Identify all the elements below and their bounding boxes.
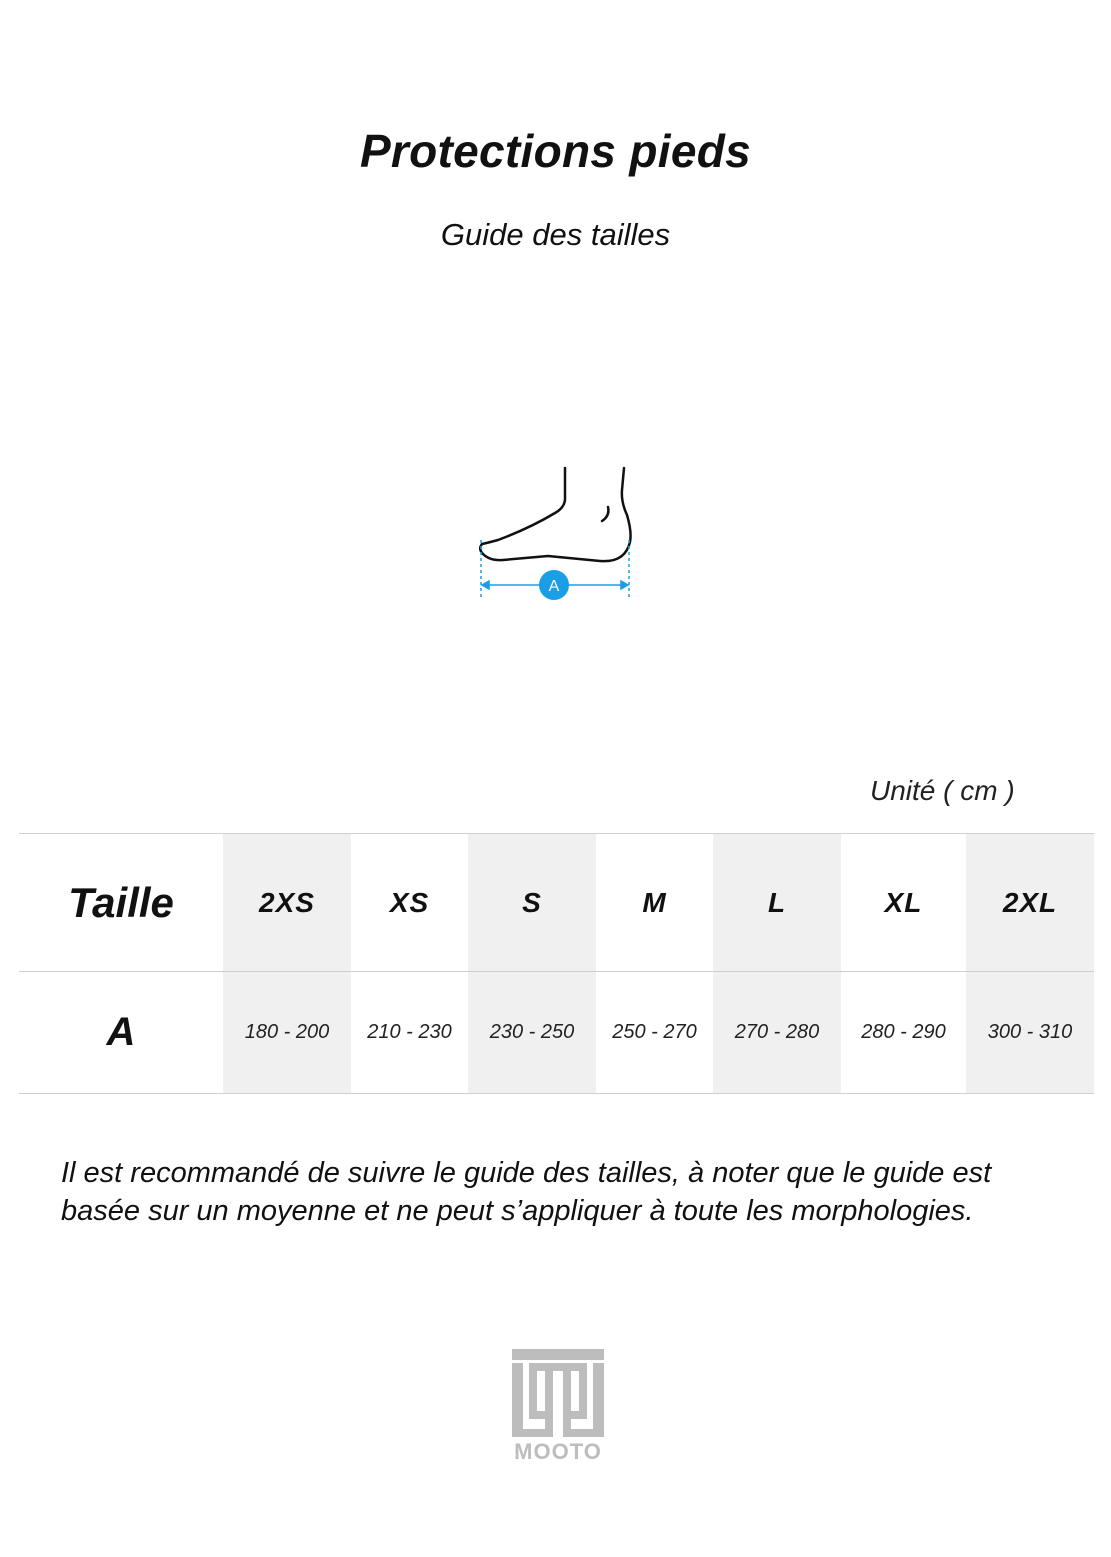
size-table <box>19 833 1094 1094</box>
size-header-label: Taille <box>19 834 223 972</box>
note-line-1: Il est recommandé de suivre le guide des tailles, à noter que le guide est <box>61 1157 992 1189</box>
measure-a-row <box>19 972 1094 1094</box>
size-l: L <box>713 834 841 972</box>
value-s: 230 - 250 <box>468 972 596 1094</box>
size-2xl: 2XL <box>966 834 1094 972</box>
unit-label: Unité ( cm ) <box>870 775 1015 806</box>
size-s: S <box>468 834 596 972</box>
mooto-logo-text: MOOTO <box>514 1439 602 1464</box>
value-2xs: 180 - 200 <box>223 972 351 1094</box>
value-m: 250 - 270 <box>596 972 713 1094</box>
measure-a-label: A <box>19 972 223 1094</box>
foot-measurement-diagram <box>470 460 640 610</box>
foot-outline-icon <box>480 468 630 561</box>
mooto-logo-icon <box>512 1349 604 1437</box>
page-title: Protections pieds <box>359 125 752 177</box>
mooto-logo <box>506 1346 610 1464</box>
value-xl: 280 - 290 <box>841 972 966 1094</box>
size-m: M <box>596 834 713 972</box>
measure-marker-label: A <box>548 578 560 595</box>
size-guide-note <box>61 1154 1061 1230</box>
size-xl: XL <box>841 834 966 972</box>
note-line-2: basée sur un moyenne et ne peut s’appliquer à toute les morphologies. <box>61 1195 974 1227</box>
value-l: 270 - 280 <box>713 972 841 1094</box>
size-xs: XS <box>351 834 468 972</box>
value-xs: 210 - 230 <box>351 972 468 1094</box>
page-subtitle: Guide des tailles <box>440 217 671 252</box>
value-2xl: 300 - 310 <box>966 972 1094 1094</box>
size-2xs: 2XS <box>223 834 351 972</box>
size-header-row <box>19 834 1094 972</box>
